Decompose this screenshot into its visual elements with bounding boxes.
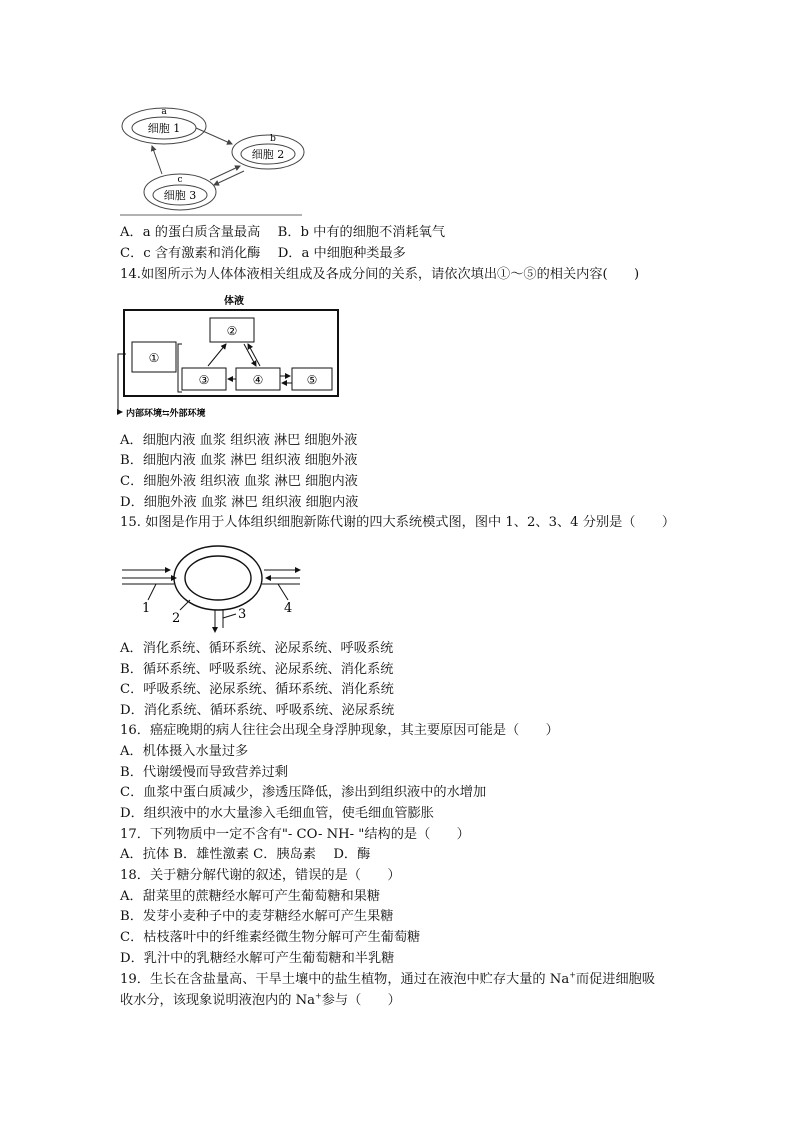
node-c-letter: c bbox=[177, 175, 183, 185]
body-fluid-diagram bbox=[116, 292, 350, 422]
q19-line1-part-a: 19．生长在含盐量高、干旱土壤中的盐生植物，通过在液泡中贮存大量的 Na bbox=[120, 972, 570, 987]
q18-option-a: A．甜菜里的蔗糖经水解可产生葡萄糖和果糖 bbox=[120, 889, 381, 904]
q14-stem: 14.如图所示为人体体液相关组成及各成分间的关系，请依次填出①～⑤的相关内容( ) bbox=[120, 267, 640, 282]
fig15-inner-ring bbox=[185, 556, 251, 600]
q19-line2-part-b: 参与（ ） bbox=[321, 993, 401, 1008]
q15-stem: 15. 如图是作用于人体组织细胞新陈代谢的四大系统模式图，图中 1、2、3、4 分别是（ ） bbox=[120, 515, 676, 530]
fig14-arrow-3-to-2 bbox=[208, 344, 226, 366]
q16-option-a: A．机体摄入水量过多 bbox=[120, 744, 249, 759]
node-b-letter: b bbox=[270, 134, 276, 144]
q14-option-b: B．细胞内液 血浆 淋巴 组织液 细胞外液 bbox=[120, 453, 358, 468]
node-c bbox=[144, 174, 216, 210]
fig14-box-3-label: ③ bbox=[198, 373, 210, 387]
q18-option-d: D．乳汁中的乳糖经水解可产生葡萄糖和半乳糖 bbox=[120, 951, 395, 966]
arrow-a-to-b bbox=[196, 128, 232, 144]
fig14-box-5-label: ⑤ bbox=[306, 373, 318, 387]
q19-line1-sup: + bbox=[569, 970, 576, 980]
q19-line2-sup: + bbox=[315, 991, 322, 1001]
node-b bbox=[232, 134, 304, 169]
q17-stem: 17．下列物质中一定不含有"- CO- NH- "结构的是（ ） bbox=[120, 827, 470, 842]
q19-line2-part-a: 收水分，该现象说明液泡内的 Na bbox=[120, 993, 316, 1008]
node-a-cell: 细胞 1 bbox=[147, 122, 181, 135]
node-b-cell: 细胞 2 bbox=[251, 148, 285, 161]
fig15-leader-3 bbox=[223, 614, 236, 618]
arrow-c-to-a bbox=[152, 146, 162, 174]
arrow-c-to-b bbox=[210, 166, 240, 180]
q17-options: A．抗体 B．雄性激素 C．胰岛素 D．酶 bbox=[120, 847, 371, 862]
q15-option-b: B．循环系统、呼吸系统、泌尿系统、消化系统 bbox=[120, 662, 394, 677]
q14-option-a: A．细胞内液 血浆 组织液 淋巴 细胞外液 bbox=[120, 433, 358, 448]
q15-option-a: A．消化系统、循环系统、泌尿系统、呼吸系统 bbox=[120, 641, 394, 656]
fig14-box-2-label: ② bbox=[226, 324, 238, 338]
fig15-label-3: 3 bbox=[238, 607, 247, 622]
q16-option-c: C．血浆中蛋白质减少，渗透压降低，渗出到组织液中的水增加 bbox=[120, 785, 487, 800]
q16-option-d: D．组织液中的水大量渗入毛细血管，使毛细血管膨胀 bbox=[120, 806, 434, 821]
q18-option-c: C．枯枝落叶中的纤维素经微生物分解可产生葡萄糖 bbox=[120, 930, 421, 945]
fig14-title: 体液 bbox=[224, 296, 244, 307]
fig15-label-2: 2 bbox=[172, 611, 181, 626]
four-systems-diagram bbox=[118, 538, 304, 636]
q15-option-d: D．消化系统、循环系统、呼吸系统、泌尿系统 bbox=[120, 703, 395, 718]
fig15-leader-1 bbox=[148, 584, 156, 600]
fig15-leader-2 bbox=[180, 600, 190, 610]
fig15-label-4: 4 bbox=[284, 601, 293, 616]
node-c-cell: 细胞 3 bbox=[163, 189, 197, 202]
q19-line1-part-b: 而促进细胞吸 bbox=[575, 972, 656, 987]
node-a bbox=[122, 107, 206, 144]
q16-stem: 16．癌症晚期的病人往往会出现全身浮肿现象，其主要原因可能是（ ） bbox=[120, 723, 559, 738]
fig14-bracket bbox=[178, 344, 182, 392]
q16-option-b: B．代谢缓慢而导致营养过剩 bbox=[120, 765, 288, 780]
q14-option-d: D．细胞外液 血浆 淋巴 组织液 细胞内液 bbox=[120, 495, 359, 510]
q18-stem: 18．关于糖分解代谢的叙述，错误的是（ ） bbox=[120, 868, 401, 883]
q13-options-line2: C．c 含有激素和消化酶 D．a 中细胞种类最多 bbox=[120, 246, 406, 261]
q18-option-b: B．发芽小麦种子中的麦芽糖经水解可产生果糖 bbox=[120, 909, 394, 924]
arrow-b-to-c bbox=[214, 171, 244, 185]
fig14-bottom-label: 内部环境⇆外部环境 bbox=[126, 409, 206, 419]
fig15-leader-4 bbox=[278, 584, 288, 600]
fig14-box-4-label: ④ bbox=[252, 373, 264, 387]
fig15-label-1: 1 bbox=[142, 601, 151, 616]
q14-option-c: C．细胞外液 组织液 血浆 淋巴 细胞内液 bbox=[120, 474, 358, 489]
q19-stem-line1 bbox=[120, 971, 720, 989]
fig14-box-1-label: ① bbox=[148, 351, 160, 365]
q19-stem-line2 bbox=[120, 992, 720, 1010]
node-a-letter: a bbox=[161, 107, 167, 117]
cell-relation-diagram bbox=[118, 100, 308, 218]
q13-options-line1: A．a 的蛋白质含量最高 B．b 中有的细胞不消耗氧气 bbox=[120, 225, 446, 240]
q15-option-c: C．呼吸系统、泌尿系统、循环系统、消化系统 bbox=[120, 682, 394, 697]
